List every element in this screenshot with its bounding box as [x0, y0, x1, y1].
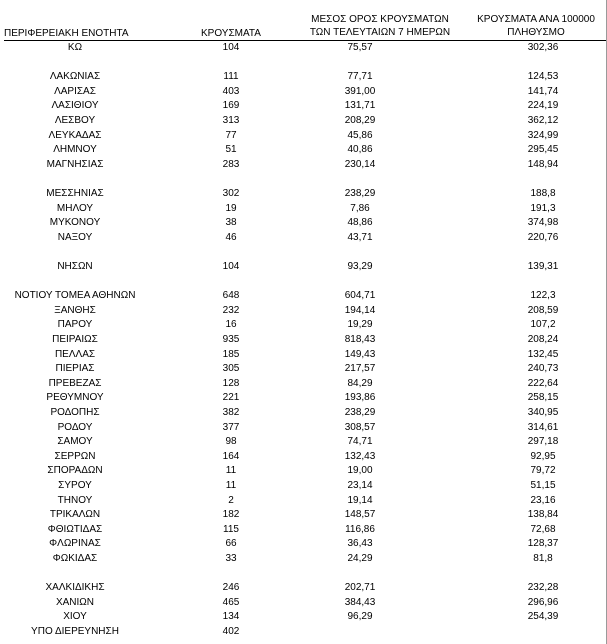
per-capita-cell: 138,84 [527, 509, 559, 521]
table-row [0, 377, 607, 392]
table-row [0, 464, 607, 479]
avg-cell: 116,86 [345, 523, 375, 535]
avg-cell: 131,71 [344, 100, 376, 112]
cases-cell: 221 [222, 392, 240, 404]
header-per-line1: ΚΡΟΥΣΜΑΤΑ ΑΝΑ 100000 [477, 14, 595, 25]
region-cell: ΧΑΛΚΙΔΙΚΗΣ [45, 582, 105, 594]
cases-cell: 98 [225, 436, 237, 448]
region-cell: ΝΗΣΩΝ [57, 261, 93, 272]
cases-cell: 46 [225, 231, 237, 243]
cases-cell: 33 [225, 553, 237, 564]
table-row [0, 333, 607, 348]
avg-cell: 40,86 [347, 144, 373, 156]
table-row [0, 523, 607, 538]
per-capita-cell: 122,3 [530, 290, 556, 302]
avg-cell: 818,43 [344, 334, 376, 345]
per-capita-cell: 297,18 [527, 436, 559, 448]
cases-cell: 51 [225, 144, 237, 156]
region-cell: ΠΡΕΒΕΖΑΣ [48, 377, 102, 389]
avg-cell: 217,57 [344, 363, 376, 375]
region-cell: ΣΥΡΟΥ [58, 480, 92, 491]
region-cell: ΜΥΚΟΝΟΥ [49, 217, 101, 229]
avg-cell: 84,29 [347, 377, 373, 389]
cases-cell: 11 [225, 480, 237, 491]
cases-cell: 283 [222, 158, 240, 170]
table-row [0, 304, 607, 319]
cases-cell: 77 [225, 129, 237, 141]
header-avg-line2: ΤΩΝ ΤΕΛΕΥΤΑΙΩΝ 7 ΗΜΕΡΩΝ [309, 27, 451, 38]
cases-cell: 66 [225, 538, 237, 550]
region-cell: ΜΗΛΟΥ [56, 202, 94, 214]
per-capita-cell: 240,73 [527, 363, 559, 375]
cases-cell: 104 [222, 42, 240, 53]
avg-cell: 43,71 [347, 231, 373, 243]
per-capita-cell: 128,37 [527, 538, 559, 550]
table-row [0, 41, 607, 56]
cases-cell: 2 [228, 494, 234, 506]
table-row [0, 508, 607, 523]
per-capita-cell: 374,98 [527, 217, 559, 229]
per-capita-cell: 324,99 [527, 129, 559, 141]
cases-cell: 313 [222, 115, 240, 126]
per-capita-cell: 23,16 [530, 494, 556, 506]
region-cell: ΛΕΣΒΟΥ [54, 115, 96, 126]
cases-cell: 465 [222, 596, 240, 608]
table-row [0, 348, 607, 363]
per-capita-cell: 92,95 [530, 450, 556, 462]
avg-cell: 238,29 [344, 407, 376, 418]
region-cell: ΤΡΙΚΑΛΩΝ [49, 509, 101, 521]
table-row [0, 537, 607, 552]
cases-cell: 302 [222, 188, 240, 199]
cases-cell: 377 [222, 421, 240, 433]
region-cell: ΥΠΟ ΔΙΕΡΕΥΝΗΣΗ [31, 626, 119, 637]
region-cell: ΡΕΘΥΜΝΟΥ [46, 392, 104, 404]
per-capita-cell: 124,53 [527, 71, 559, 83]
avg-cell: 23,14 [347, 480, 373, 491]
cases-cell: 128 [222, 377, 240, 389]
table-row [0, 450, 607, 465]
cases-cell: 134 [222, 611, 240, 623]
avg-cell: 96,29 [347, 611, 373, 623]
per-capita-cell: 258,15 [527, 392, 559, 404]
region-cell: ΛΑΣΙΘΙΟΥ [51, 100, 99, 112]
avg-cell: 604,71 [344, 290, 376, 302]
table-row [0, 362, 607, 377]
region-cell: ΜΑΓΝΗΣΙΑΣ [46, 158, 104, 170]
cases-cell: 104 [222, 261, 240, 272]
table-row [0, 596, 607, 611]
per-capita-cell: 148,94 [527, 158, 559, 170]
per-capita-cell: 107,2 [530, 319, 556, 331]
per-capita-cell: 222,64 [527, 377, 559, 389]
per-capita-cell: 340,95 [527, 407, 559, 418]
per-capita-cell: 295,45 [527, 144, 559, 156]
cases-cell: 11 [225, 465, 237, 477]
region-cell: ΡΟΔΟΠΗΣ [50, 407, 100, 418]
region-cell: ΜΕΣΣΗΝΙΑΣ [46, 188, 104, 199]
region-cell: ΣΠΟΡΑΔΩΝ [47, 465, 103, 477]
table-row [0, 391, 607, 406]
region-cell: ΤΗΝΟΥ [57, 494, 93, 506]
cases-cell: 246 [222, 582, 240, 594]
per-capita-cell: 232,28 [527, 582, 559, 594]
table-row [0, 625, 607, 640]
cases-cell: 232 [222, 304, 240, 316]
table-row [0, 406, 607, 421]
per-capita-cell: 72,68 [530, 523, 556, 535]
cases-cell: 305 [222, 363, 240, 375]
avg-cell: 24,29 [347, 553, 373, 564]
region-cell: ΦΩΚΙΔΑΣ [52, 553, 98, 564]
region-cell: ΛΑΡΙΣΑΣ [54, 85, 96, 97]
cases-cell: 648 [222, 290, 240, 302]
header-per-line2: ΠΛΗΘΥΣΜΟ [507, 27, 565, 38]
table-row [0, 260, 607, 275]
per-capita-cell: 302,36 [527, 42, 559, 53]
header-cases: ΚΡΟΥΣΜΑΤΑ [201, 28, 261, 39]
avg-cell: 202,71 [344, 582, 376, 594]
per-capita-cell: 81,8 [533, 553, 553, 564]
avg-cell: 384,43 [344, 596, 376, 608]
region-cell: ΚΩ [67, 42, 83, 53]
cases-cell: 38 [225, 217, 237, 229]
table-row [0, 202, 607, 217]
per-capita-cell: 296,96 [527, 596, 559, 608]
table-row [0, 231, 607, 246]
table-row [0, 289, 607, 304]
table-row [0, 552, 607, 567]
cases-cell: 403 [222, 85, 240, 97]
avg-cell: 19,14 [347, 494, 373, 506]
avg-cell: 74,71 [347, 436, 373, 448]
table-row [0, 216, 607, 231]
avg-cell: 193,86 [344, 392, 376, 404]
per-capita-cell: 191,3 [530, 202, 556, 214]
avg-cell: 93,29 [347, 261, 373, 272]
avg-cell: 149,43 [344, 348, 376, 360]
avg-cell: 308,57 [344, 421, 376, 433]
cases-cell: 16 [225, 319, 237, 331]
region-cell: ΛΑΚΩΝΙΑΣ [49, 71, 101, 83]
per-capita-cell: 51,15 [530, 480, 556, 491]
table-row [0, 99, 607, 114]
region-cell: ΠΑΡΟΥ [57, 319, 93, 331]
cases-cell: 169 [222, 100, 240, 112]
avg-cell: 75,57 [347, 42, 373, 53]
cases-cell: 382 [222, 407, 240, 418]
cases-cell: 111 [223, 71, 239, 83]
cases-cell: 935 [222, 334, 240, 345]
cases-cell: 402 [222, 626, 240, 637]
region-cell: ΦΛΩΡΙΝΑΣ [49, 538, 101, 550]
cases-cell: 185 [222, 348, 240, 360]
avg-cell: 148,57 [344, 509, 376, 521]
region-cell: ΠΕΛΛΑΣ [54, 348, 96, 360]
table-row [0, 435, 607, 450]
avg-cell: 19,00 [347, 465, 373, 477]
avg-cell: 208,29 [344, 115, 376, 126]
cases-cell: 19 [225, 202, 237, 214]
region-cell: ΦΘΙΩΤΙΔΑΣ [47, 523, 103, 535]
region-cell: ΧΑΝΙΩΝ [55, 596, 95, 608]
per-capita-cell: 139,31 [527, 261, 559, 272]
table-row [0, 143, 607, 158]
per-capita-cell: 208,59 [527, 304, 559, 316]
region-cell: ΞΑΝΘΗΣ [54, 304, 96, 316]
cases-cell: 182 [222, 509, 240, 521]
table-row [0, 581, 607, 596]
table-row [0, 494, 607, 509]
per-capita-cell: 314,61 [527, 421, 559, 433]
table-row [0, 421, 607, 436]
per-capita-cell: 224,19 [527, 100, 559, 112]
header-region: ΠΕΡΙΦΕΡΕΙΑΚΗ ΕΝΟΤΗΤΑ [4, 28, 129, 39]
per-capita-cell: 141,74 [527, 85, 559, 97]
per-capita-cell: 79,72 [530, 465, 556, 477]
region-cell: ΠΕΙΡΑΙΩΣ [52, 334, 98, 345]
region-cell: ΡΟΔΟΥ [57, 421, 93, 433]
per-capita-cell: 188,8 [530, 188, 556, 199]
avg-cell: 238,29 [344, 188, 376, 199]
cases-cell: 164 [222, 450, 240, 462]
table-row [0, 610, 607, 625]
table-row [0, 70, 607, 85]
region-cell: ΠΙΕΡΙΑΣ [55, 363, 95, 375]
per-capita-cell: 208,24 [527, 334, 559, 345]
region-cell: ΧΙΟΥ [63, 611, 87, 623]
table-row [0, 318, 607, 333]
table-row [0, 479, 607, 494]
table-row [0, 187, 607, 202]
cases-cell: 115 [223, 523, 239, 535]
table-row [0, 85, 607, 100]
avg-cell: 77,71 [347, 71, 373, 83]
region-cell: ΝΟΤΙΟΥ ΤΟΜΕΑ ΑΘΗΝΩΝ [14, 290, 136, 302]
avg-cell: 230,14 [344, 158, 376, 170]
per-capita-cell: 362,12 [527, 115, 559, 126]
avg-cell: 194,14 [344, 304, 376, 316]
per-capita-cell: 132,45 [527, 348, 559, 360]
region-cell: ΛΗΜΝΟΥ [53, 144, 97, 156]
region-cell: ΝΑΞΟΥ [57, 231, 93, 243]
avg-cell: 391,00 [344, 85, 376, 97]
per-capita-cell: 254,39 [527, 611, 559, 623]
per-capita-cell: 220,76 [527, 231, 559, 243]
region-cell: ΛΕΥΚΑΔΑΣ [48, 129, 102, 141]
avg-cell: 48,86 [347, 217, 373, 229]
avg-cell: 7,86 [350, 202, 370, 214]
avg-cell: 36,43 [347, 538, 373, 550]
header-avg-line1: ΜΕΣΟΣ ΟΡΟΣ ΚΡΟΥΣΜΑΤΩΝ [311, 14, 449, 25]
table-row [0, 129, 607, 144]
region-cell: ΣΕΡΡΩΝ [54, 450, 96, 462]
avg-cell: 19,29 [347, 319, 373, 331]
table-row [0, 158, 607, 173]
avg-cell: 45,86 [347, 129, 373, 141]
table-row [0, 114, 607, 129]
avg-cell: 132,43 [344, 450, 376, 462]
region-cell: ΣΑΜΟΥ [57, 436, 93, 448]
